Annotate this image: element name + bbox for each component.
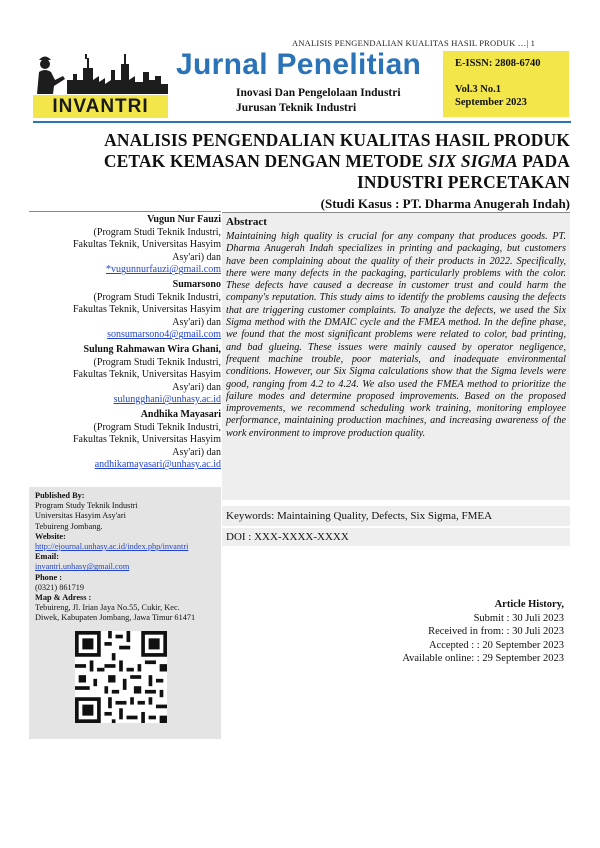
- author-affiliation: (Program Studi Teknik Industri,: [93, 226, 221, 238]
- address-label: Map & Adress :: [35, 593, 92, 603]
- eissn: E-ISSN: 2808-6740: [455, 58, 541, 69]
- running-head: ANALISIS PENGENDALIAN KUALITAS HASIL PRODUK …| 1: [292, 38, 536, 48]
- author-email-link[interactable]: sonsumarsono4@gmail.com: [107, 329, 221, 341]
- title-line-2-prefix: CETAK KEMASAN DENGAN METODE: [103, 151, 428, 171]
- author-affiliation: Fakultas Teknik, Universitas Hasyim: [73, 239, 221, 251]
- abstract-text: Maintaining high quality is crucial for any company that produces goods. PT. Dharma Anugerah Indah specializes in printing and packaging, but customers have been complaining about the quality of their products in 2022. Specifically, there were many defects in the packaging, particularly problems with the color. These defects have caused a decrease in customer trust and could harm the company's reputation. This study aims to identify the problems causing the defects that are triggering customer complaints. To analyze the defects, we used the Six Sigma method with the DMAIC cycle and the FMEA method. In the define phase, we found that the most significant problems were related to color, bad printing, and bad glueing. These issues were mainly caused by operator negligence, frequent machine trouble, poor materials, and inadequate environmental conditions. However, our Six Sigma calculations show that the Sigma levels were good, ranging from 4.2 to 4.24. We also used the FMEA method to prioritize the failure modes and determine proposed improvements. Based on the proposed improvements, we recommend scheduling work training, monitoring employee performance, maintaining production machines, and increasing awareness of the work environment to improve production quality.: [226, 231, 566, 439]
- paper-subtitle: (Studi Kasus : PT. Dharma Anugerah Indah): [320, 196, 570, 211]
- email-label: Email:: [35, 552, 59, 562]
- qr-code-icon[interactable]: [75, 631, 167, 723]
- author-email-link[interactable]: sulungghani@unhasy.ac.id: [113, 394, 221, 406]
- author-affiliation: Fakultas Teknik, Universitas Hasyim: [73, 434, 221, 446]
- website-label: Website:: [35, 531, 66, 541]
- publisher-line: Program Study Teknik Industri: [35, 501, 138, 511]
- doi: DOI : XXX-XXXX-XXXX: [222, 528, 570, 546]
- author-affiliation: Asy'ari) dan: [172, 251, 221, 263]
- author-affiliation: Asy'ari) dan: [172, 381, 221, 393]
- title-line-2-suffix: PADA: [517, 151, 570, 171]
- author-email-link[interactable]: *vugunnurfauzi@gmail.com: [105, 264, 221, 276]
- history-heading: Article History,: [494, 599, 564, 610]
- history-accepted: Accepted : : 20 September 2023: [428, 639, 564, 651]
- title-line-2: [40, 151, 570, 172]
- title-line-2-italic: SIX SIGMA: [427, 151, 518, 171]
- abstract-heading: Abstract: [226, 216, 267, 228]
- journal-title: Jurnal Penelitian: [176, 48, 422, 81]
- author-affiliation: Fakultas Teknik, Universitas Hasyim: [73, 304, 221, 316]
- issn-box: [443, 51, 569, 117]
- address-line: Tebuireng, Jl. Irian Jaya No.55, Cukir, Kec.: [35, 603, 180, 613]
- author-name: Sulung Rahmawan Wira Ghani,: [83, 343, 221, 355]
- phone-number: (0321) 861719: [35, 582, 85, 592]
- publisher-email-link[interactable]: invantri.unhasy@gmail.com: [35, 562, 130, 572]
- header-divider: [33, 121, 571, 123]
- author-affiliation: Fakultas Teknik, Universitas Hasyim: [73, 369, 221, 381]
- author-entry: [29, 409, 221, 472]
- author-affiliation: Asy'ari) dan: [172, 446, 221, 458]
- author-affiliation: (Program Studi Teknik Industri,: [93, 291, 221, 303]
- author-affiliation: (Program Studi Teknik Industri,: [93, 356, 221, 368]
- issue-date: September 2023: [455, 97, 527, 108]
- author-affiliation: Asy'ari) dan: [172, 316, 221, 328]
- published-by-label: Published By:: [35, 491, 85, 500]
- publisher-line: Universitas Hasyim Asy'ari: [35, 511, 126, 521]
- journal-subtitle-1: Inovasi Dan Pengelolaan Industri: [236, 87, 401, 99]
- paper-title: [40, 130, 570, 193]
- skyline-logo-icon: [33, 50, 168, 94]
- author-entry: [29, 279, 221, 342]
- author-name: Vugun Nur Fauzi: [147, 214, 221, 225]
- phone-label: Phone :: [35, 572, 62, 582]
- author-entry: [29, 214, 221, 277]
- logo-wordmark: INVANTRI: [33, 95, 168, 118]
- keywords: Keywords: Maintaining Quality, Defects, Six Sigma, FMEA: [222, 506, 570, 526]
- author-name: Andhika Mayasari: [140, 408, 221, 420]
- abstract-section: [222, 212, 570, 500]
- address-line: Diwek, Kabupaten Jombang, Jawa Timur 61471: [35, 613, 196, 623]
- publisher-info: [29, 487, 221, 739]
- author-affiliation: (Program Studi Teknik Industri,: [93, 421, 221, 433]
- website-link[interactable]: http://ejournal.unhasy.ac.id/index.php/invantri: [35, 542, 189, 552]
- author-list: [29, 211, 221, 483]
- history-available: Available online: : 29 September 2023: [402, 653, 564, 665]
- history-received: Received in from: : 30 Juli 2023: [428, 626, 564, 638]
- article-history: [360, 598, 564, 666]
- author-email-link[interactable]: andhikamayasari@unhasy.ac.id: [94, 459, 221, 471]
- author-entry: [29, 344, 221, 407]
- author-name: Sumarsono: [172, 278, 221, 290]
- title-line-3: INDUSTRI PERCETAKAN: [356, 172, 570, 192]
- publisher-line: Tebuireng Jombang.: [35, 521, 103, 531]
- journal-logo: [33, 50, 168, 118]
- volume-number: Vol.3 No.1: [455, 84, 501, 95]
- journal-subtitle-2: Jurusan Teknik Industri: [236, 102, 357, 114]
- title-line-1: ANALISIS PENGENDALIAN KUALITAS HASIL PRODUK: [104, 130, 570, 150]
- history-submit: Submit : 30 Juli 2023: [473, 612, 564, 624]
